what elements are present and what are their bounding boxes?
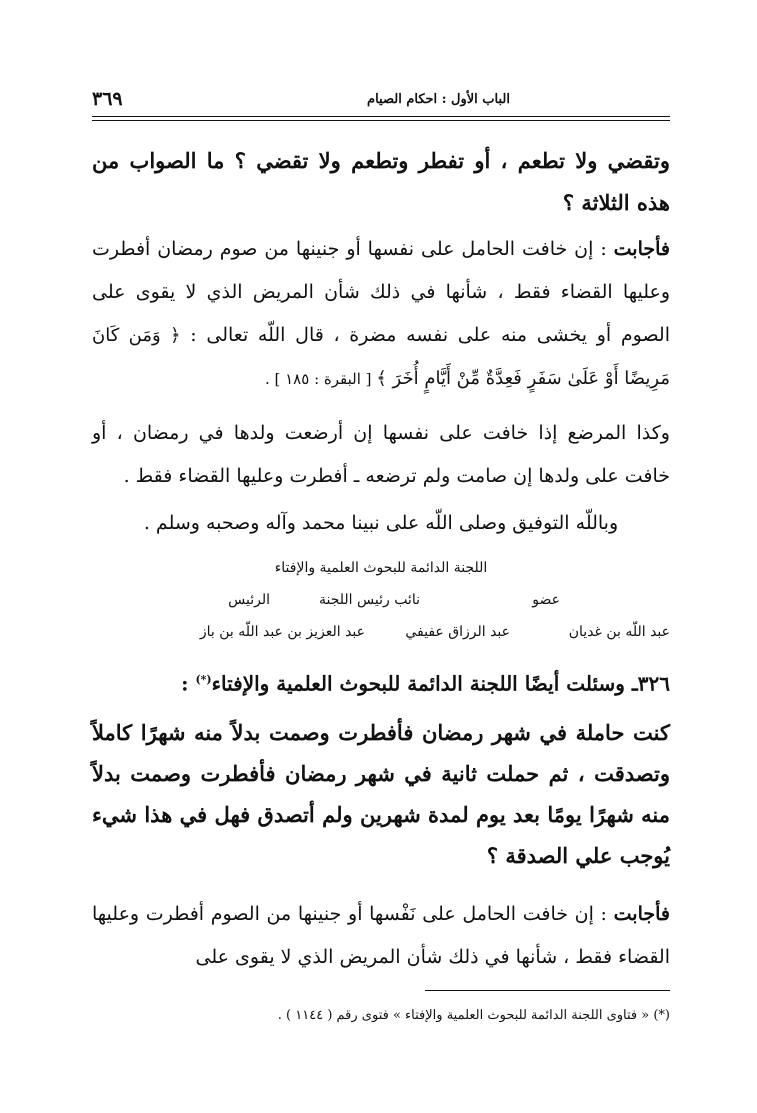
fatwa-heading	[92, 662, 670, 702]
running-title: الباب الأول : احكام الصيام	[367, 92, 510, 107]
role-chair: الرئيس	[228, 592, 270, 608]
roles-row	[92, 592, 670, 616]
footnote-rule	[425, 990, 670, 991]
name-member: عبد اللّه بن غديان	[568, 624, 670, 640]
role-member: عضو	[532, 592, 560, 608]
page-header	[92, 86, 670, 114]
header-rule	[92, 116, 670, 121]
names-row	[92, 624, 670, 648]
closing-line: وباللّه التوفيق وصلى اللّه على نبينا محمد وآله وصحبه وسلم .	[143, 512, 619, 534]
page-number: ٣٦٩	[92, 88, 123, 110]
answer-lead: فأجابت	[613, 238, 670, 260]
question-2: كنت حاملة في شهر رمضان فأفطرت وصمت بدلاً منه شهرًا كاملاً وتصدقت ، ثم حملت ثانية في شهر رمضان فأفطرت وصمت بدلاً منه شهرًا يومًا بعد يوم لمدة شهرين ولم أتصدق فهل في هذا شيء يُوجب علي الصدقة ؟	[92, 720, 670, 868]
question-1: وتقضي ولا تطعم ، أو تفطر وتطعم ولا تقضي ؟ ما الصواب من هذه الثلاثة ؟	[92, 148, 670, 215]
answer-2-text: : إن خافت الحامل على نَفْسها أو جنينها من الصوم أفطرت وعليها القضاء فقط ، شأنها في ذلك شأن المريض الذي لا يقوى على	[92, 903, 670, 968]
footnote: (*) « فتاوى اللجنة الدائمة للبحوث العلمية والإفتاء » فتوى رقم ( ١١٤٤ ) .	[277, 1008, 670, 1023]
answer-1	[92, 228, 670, 401]
verse-reference: [ البقرة : ١٨٥ ] .	[264, 370, 377, 388]
answer-2	[92, 893, 670, 979]
answer-text: : إن خافت الحامل على نفسها أو جنينها من صوم رمضان أفطرت وعليها القضاء فقط ، شأنها في ذلك شأن المريض الذي لا يقوى على الصوم أو يخشى منه على نفسه مضرة ، قال اللّه تعالى :	[92, 238, 670, 346]
fatwa-heading-text: ٣٢٦ـ وسئلت أيضًا اللجنة الدائمة للبحوث العلمية والإفتاء	[211, 671, 670, 696]
committee-title: اللجنة الدائمة للبحوث العلمية والإفتاء	[274, 560, 488, 576]
name-chair: عبد العزيز بن عبد اللّه بن باز	[199, 624, 365, 640]
footnote-marker: (*)	[195, 673, 212, 686]
role-deputy: نائب رئيس اللجنة	[319, 592, 420, 608]
quran-verse: ﴿ وَمَن كَانَ مَرِيضًا أَوْ عَلَىٰ سَفَرٍ فَعِدَّةٌ مِّنْ أَيَّامٍ أُخَرَ ﴾	[92, 325, 670, 389]
paragraph-nursing: وكذا المرضع إذا خافت على نفسها إن أرضعت ولدها في رمضان ، أو خافت على ولدها إن صامت ولم ترضعه ـ أفطرت وعليها القضاء فقط .	[92, 422, 670, 487]
name-deputy: عبد الرزاق عفيفي	[405, 624, 510, 640]
answer-2-lead: فأجابت	[613, 903, 670, 925]
fatwa-heading-suffix: :	[181, 671, 196, 696]
